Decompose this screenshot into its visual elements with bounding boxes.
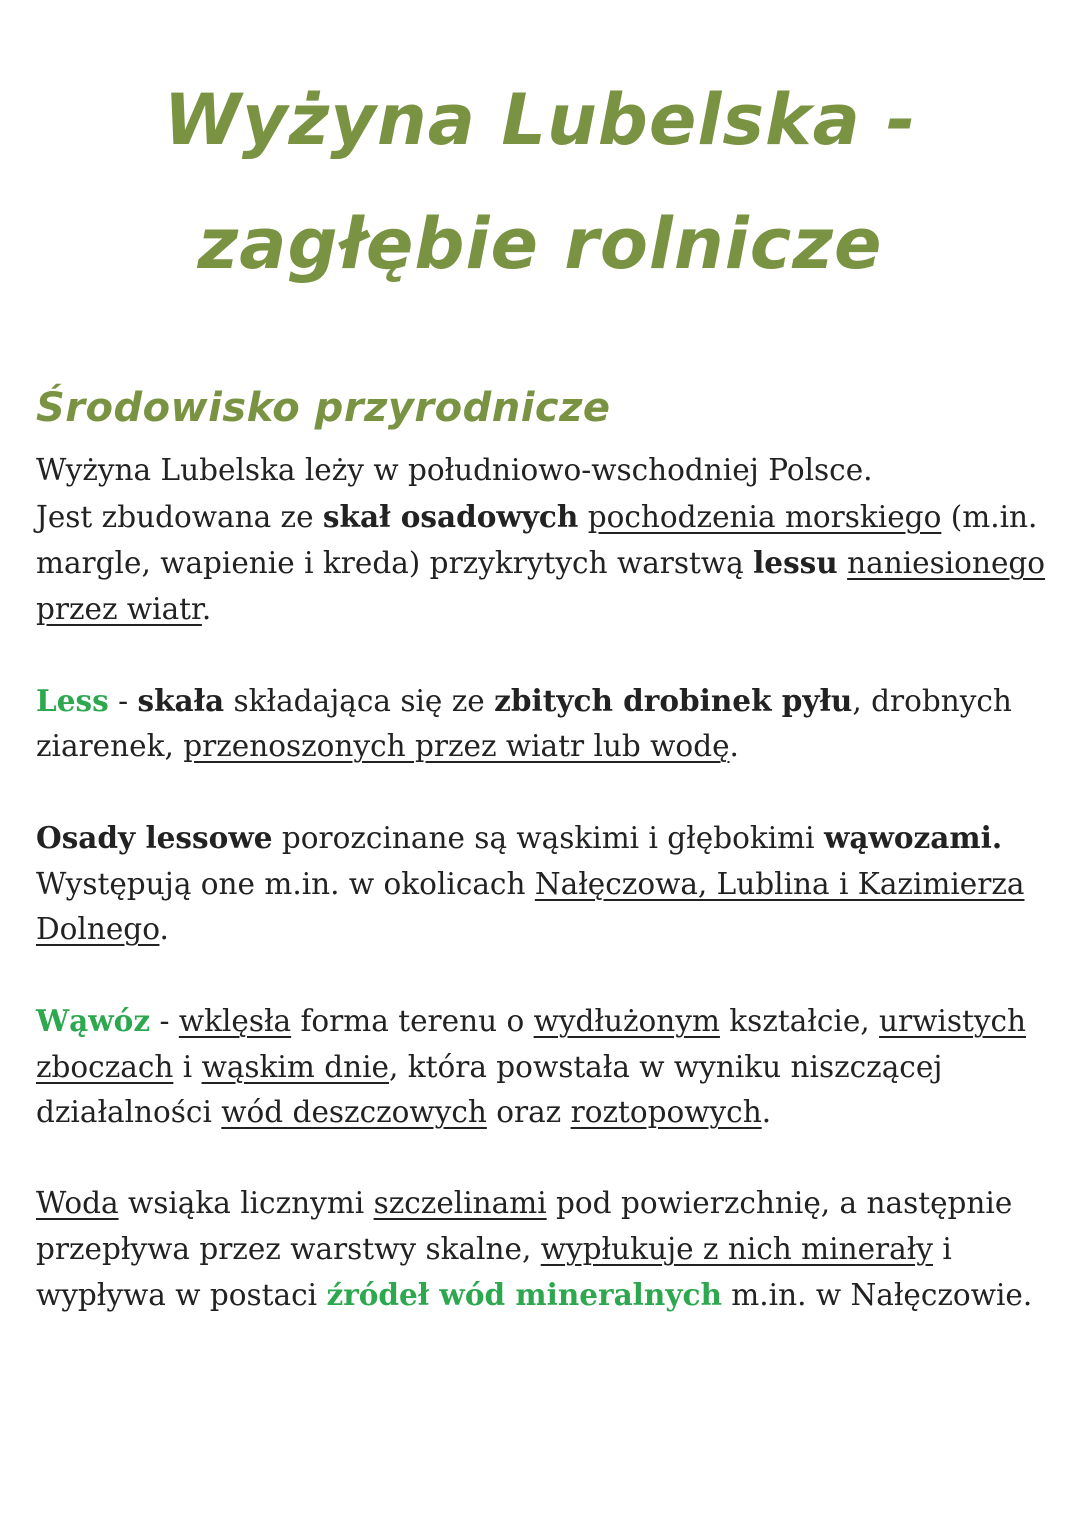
paragraph-loess-deposits xyxy=(36,815,1046,953)
paragraph-less-definition xyxy=(36,678,1046,770)
underlined-phrase: wypłukuje z nich minerały xyxy=(540,1231,933,1266)
text-span: i wypływa w postaci xyxy=(36,1231,952,1312)
underlined-phrase: przenoszonych przez wiatr lub wodę xyxy=(183,729,730,763)
underlined-phrase: wąskim dnie xyxy=(201,1049,389,1084)
text-span: składająca się ze xyxy=(224,683,495,718)
bold-term: zbitych drobinek pyłu xyxy=(494,682,853,718)
text-span: . xyxy=(159,912,169,946)
text-span: - xyxy=(150,1004,179,1038)
paragraph-gorge-definition xyxy=(36,998,1046,1136)
text-span xyxy=(838,546,847,580)
underlined-phrase: wklęsła xyxy=(178,1004,292,1038)
bold-term: Osady lessowe xyxy=(36,820,273,855)
text-span: , drobnych ziarenek, xyxy=(36,683,1012,763)
text-span: Wyżyna Lubelska leży w południowo-wschodniej Polsce. xyxy=(36,453,873,487)
page-title-line-2: zagłębie rolnicze xyxy=(197,203,883,285)
text-span: Jest zbudowana ze xyxy=(36,499,323,534)
highlighted-term: źródeł wód mineralnych xyxy=(326,1277,722,1312)
underlined-phrase: naniesionego przez wiatr xyxy=(36,546,1046,626)
bold-term: skała xyxy=(137,682,225,718)
text-span: (m.in. margle, wapienie i kreda) przykrytych warstwą xyxy=(36,499,1038,580)
page-title xyxy=(0,58,1080,306)
paragraph-location xyxy=(36,448,1046,632)
text-span: forma terenu o xyxy=(291,1004,534,1038)
text-span: porozcinane są wąskimi i głębokimi xyxy=(272,821,824,855)
text-span: . xyxy=(729,729,739,763)
underlined-phrase: wydłużonym xyxy=(533,1004,720,1038)
underlined-phrase: pochodzenia morskiego xyxy=(587,499,942,534)
bold-term: wąwozami. xyxy=(823,820,1003,855)
text-span: oraz xyxy=(486,1095,571,1129)
text-span: i xyxy=(173,1049,202,1084)
text-span: pod powierzchnię, a następnie przepływa przez warstwy skalne, xyxy=(36,1186,1013,1266)
text-span: , która powstała w wyniku niszczącej działalności xyxy=(36,1049,943,1129)
underlined-phrase: wód deszczowych xyxy=(221,1095,487,1129)
text-span: . xyxy=(761,1095,772,1129)
defined-term: Less xyxy=(36,682,109,718)
underlined-phrase: Nałęczowa, Lublina i Kazimierza Dolnego xyxy=(36,866,1025,946)
paragraph-mineral-springs xyxy=(36,1181,1046,1319)
page-title-line-1: Wyżyna Lubelska - xyxy=(163,79,917,161)
underlined-phrase: urwistych zboczach xyxy=(36,1004,1027,1084)
section-heading: Środowisko przyrodnicze xyxy=(36,385,611,431)
text-span: - xyxy=(108,683,138,718)
text-span xyxy=(578,500,587,534)
bold-term: skał osadowych xyxy=(322,498,579,534)
defined-term: Wąwóz xyxy=(36,1003,151,1038)
text-span: Występują one m.in. w okolicach xyxy=(36,866,535,901)
text-span: kształcie, xyxy=(719,1004,880,1038)
text-span: . xyxy=(201,591,212,626)
text-span: wsiąka licznymi xyxy=(118,1186,374,1220)
underlined-phrase: roztopowych xyxy=(570,1095,762,1129)
section-body xyxy=(36,448,1046,1364)
text-span: m.in. w Nałęczowie. xyxy=(721,1278,1033,1312)
underlined-phrase: Woda xyxy=(36,1186,119,1220)
bold-term: lessu xyxy=(753,545,838,580)
underlined-phrase: szczelinami xyxy=(373,1186,547,1220)
